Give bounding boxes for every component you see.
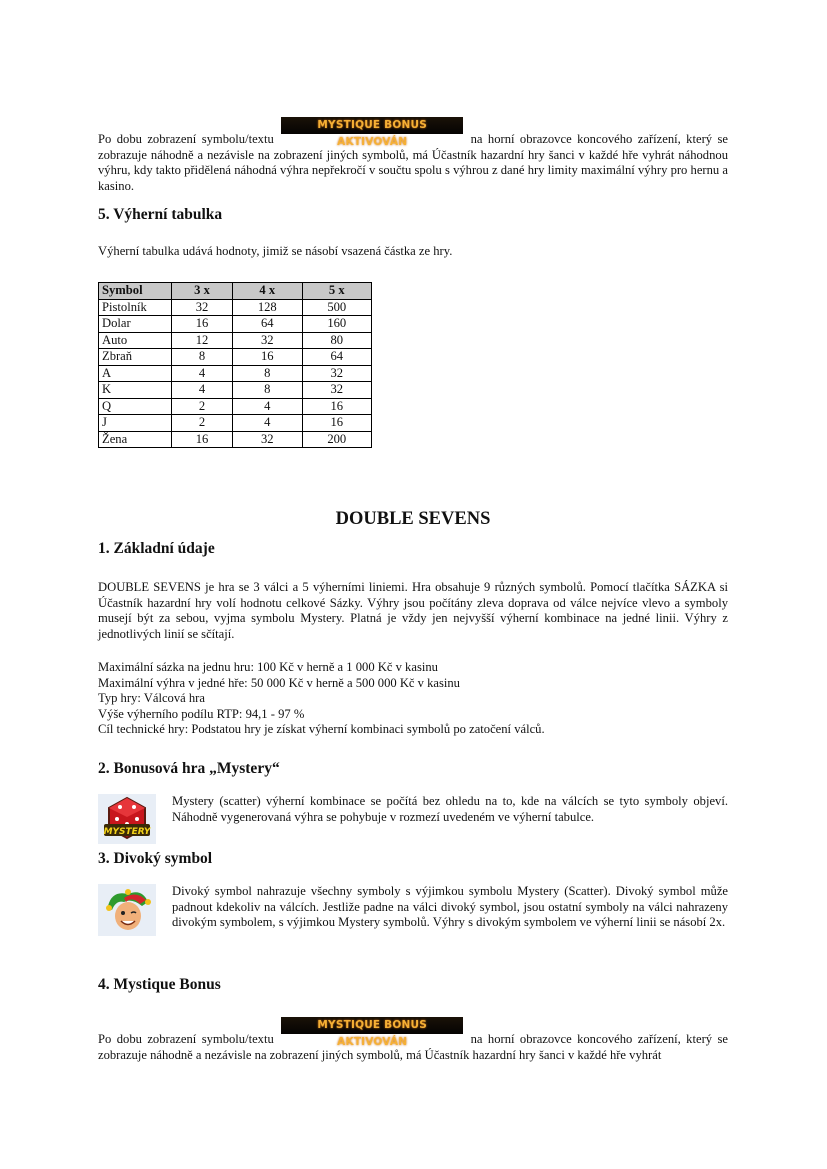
fact-rtp: Výše výherního podílu RTP: 94,1 - 97 % — [98, 706, 305, 721]
fact-max-win: Maximální výhra v jedné hře: 50 000 Kč v herně a 500 000 Kč v kasinu — [98, 675, 460, 690]
bonus-row — [98, 794, 728, 844]
symbol-name-cell: Žena — [99, 431, 172, 448]
payout-cell: 64 — [233, 316, 302, 333]
payout-cell: 32 — [233, 332, 302, 349]
paytable-row — [99, 431, 372, 448]
paytable — [98, 282, 372, 448]
mystique-bonus-badge: MYSTIQUE BONUS AKTIVOVÁN — [281, 117, 463, 134]
payout-cell: 80 — [302, 332, 371, 349]
game-title: DOUBLE SEVENS — [335, 509, 491, 529]
paytable-row — [99, 382, 372, 399]
symbol-name-cell: Pistolník — [99, 299, 172, 316]
symbol-name-cell: Q — [99, 398, 172, 415]
payout-cell: 8 — [233, 365, 302, 382]
section-heading-wild: 3. Divoký symbol — [98, 850, 213, 867]
payout-cell: 32 — [302, 382, 371, 399]
paytable-description: Výherní tabulka udává hodnoty, jimiž se násobí vsazená částka ze hry. — [98, 244, 453, 258]
payout-cell: 16 — [172, 316, 233, 333]
payout-cell: 12 — [172, 332, 233, 349]
paytable-header-row — [99, 283, 372, 300]
intro-text-before: Po dobu zobrazení symbolu/textu — [98, 132, 274, 146]
paytable-row — [99, 349, 372, 366]
basics-facts — [98, 660, 728, 738]
payout-cell: 128 — [233, 299, 302, 316]
payout-cell: 200 — [302, 431, 371, 448]
payout-cell: 16 — [302, 415, 371, 432]
payout-cell: 8 — [233, 382, 302, 399]
header-3x: 3 x — [172, 283, 233, 300]
payout-cell: 4 — [233, 398, 302, 415]
payout-cell: 32 — [172, 299, 233, 316]
payout-cell: 2 — [172, 415, 233, 432]
paytable-row — [99, 316, 372, 333]
payout-cell: 500 — [302, 299, 371, 316]
wild-row — [98, 884, 728, 936]
fact-goal: Cíl technické hry: Podstatou hry je získat výherní kombinaci symbolů po zatočení válců. — [98, 722, 545, 737]
paytable-row — [99, 415, 372, 432]
jester-icon — [98, 884, 156, 936]
payout-cell: 2 — [172, 398, 233, 415]
symbol-name-cell: Dolar — [99, 316, 172, 333]
bonus-paragraph: Mystery (scatter) výherní kombinace se počítá bez ohledu na to, kde na válcích se tyto symboly objeví. Náhodně vygenerovaná výhra se pohybuje v rozmezí uvedeném ve výherní tabulce. — [172, 794, 728, 824]
mystique-bonus-badge: MYSTIQUE BONUS AKTIVOVÁN — [281, 1017, 463, 1034]
payout-cell: 64 — [302, 349, 371, 366]
mystique-paragraph — [98, 1017, 728, 1063]
intro-text-after: na horní obrazovce koncového zařízení, který se zobrazuje náhodně a nezávisle na zobrazení jiných symbolů, má Účastník hazardní hry šanci v každé hře vyhrát náhodnou výhru, kdy takto přidělená náhodná výhra nepřekročí v součtu spolu s výhrou z dané hry limity maximální výhry pro hernu a kasino. — [98, 132, 728, 193]
payout-cell: 4 — [172, 365, 233, 382]
paytable-row — [99, 332, 372, 349]
symbol-name-cell: K — [99, 382, 172, 399]
mystique-text-before: Po dobu zobrazení symbolu/textu — [98, 1032, 274, 1046]
payout-cell: 32 — [233, 431, 302, 448]
wild-paragraph: Divoký symbol nahrazuje všechny symboly s výjimkou symbolu Mystery (Scatter). Divoký symbol může padnout kdekoliv na válcích. Jestliže padne na válci divoký symbol, jsou ostatní symboly na válci nahrazeny divokým symbolem, s výjimkou Mystery symbolů. Výhry s divokým symbolem ve výherní linii se násobí 2x. — [172, 884, 728, 930]
paytable-row — [99, 365, 372, 382]
basics-paragraph: DOUBLE SEVENS je hra se 3 válci a 5 výherními liniemi. Hra obsahuje 9 různých symbolů. Pomocí tlačítka SÁZKA si Účastník hazardní hry volí hodnotu celkové Sázky. Výhry jsou počítány zleva doprava od válce nejvíce vlevo a symboly musejí být za sebou, vyjma symbolu Mystery. Platná je vždy jen nejvyšší výherní kombinace na jedné linii. Výhry z jednotlivých linií se sčítají. — [98, 580, 728, 641]
symbol-name-cell: Auto — [99, 332, 172, 349]
mystery-icon — [98, 794, 156, 844]
fact-max-bet: Maximální sázka na jednu hru: 100 Kč v herně a 1 000 Kč v kasinu — [98, 660, 438, 674]
payout-cell: 32 — [302, 365, 371, 382]
section-heading-bonus: 2. Bonusová hra „Mystery“ — [98, 760, 280, 777]
section-heading-basics: 1. Základní údaje — [98, 540, 215, 557]
payout-cell: 4 — [233, 415, 302, 432]
symbol-name-cell: A — [99, 365, 172, 382]
mystery-icon-label: MYSTERY — [103, 827, 151, 837]
section-heading-mystique: 4. Mystique Bonus — [98, 976, 221, 993]
mystique-text-after: na horní obrazovce koncového zařízení, který se zobrazuje náhodně a nezávisle na zobrazení jiných symbolů, má Účastník hazardní hry šanci v každé hře vyhrát — [98, 1032, 728, 1062]
payout-cell: 16 — [233, 349, 302, 366]
header-symbol: Symbol — [99, 283, 172, 300]
paytable-row — [99, 299, 372, 316]
section-heading-paytable: 5. Výherní tabulka — [98, 206, 223, 223]
payout-cell: 16 — [172, 431, 233, 448]
paytable-row — [99, 398, 372, 415]
fact-game-type: Typ hry: Válcová hra — [98, 691, 205, 706]
symbol-name-cell: J — [99, 415, 172, 432]
payout-cell: 4 — [172, 382, 233, 399]
header-4x: 4 x — [233, 283, 302, 300]
payout-cell: 160 — [302, 316, 371, 333]
symbol-name-cell: Zbraň — [99, 349, 172, 366]
intro-paragraph — [98, 117, 728, 194]
payout-cell: 8 — [172, 349, 233, 366]
header-5x: 5 x — [302, 283, 371, 300]
payout-cell: 16 — [302, 398, 371, 415]
